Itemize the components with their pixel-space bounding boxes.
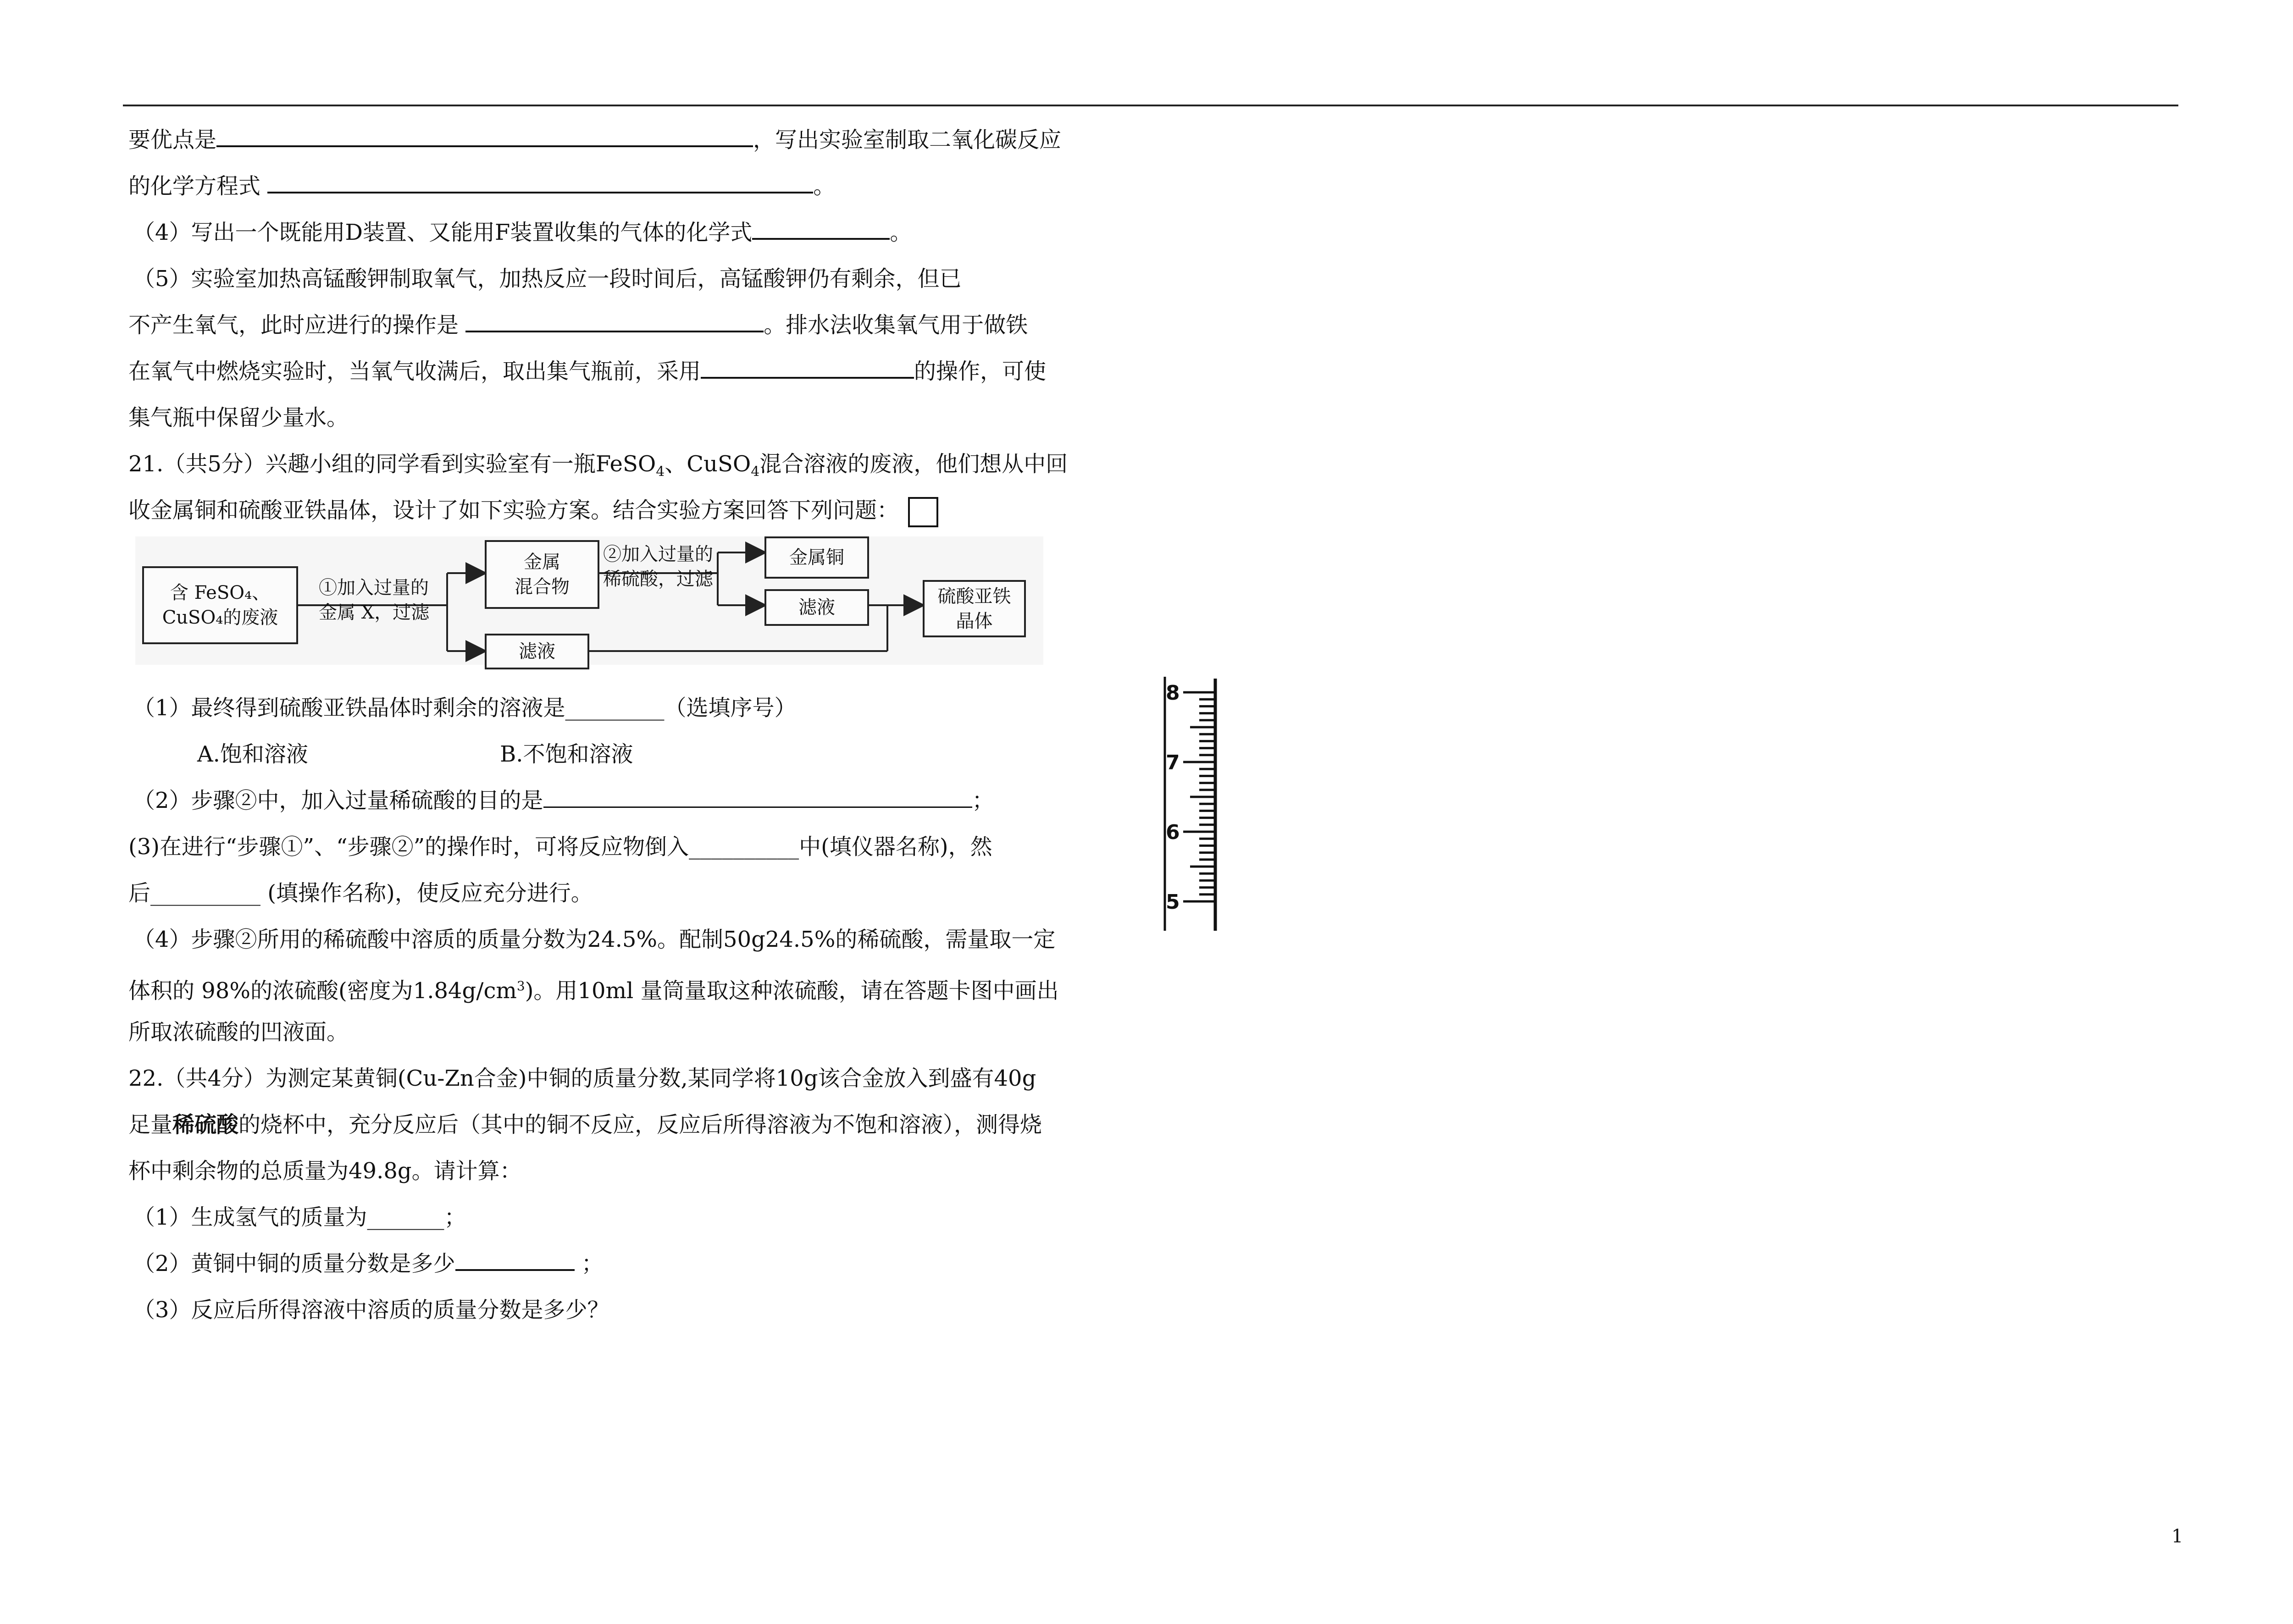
text-segment: 22.（共4分）为测定某黄铜(Cu-Zn合金)中铜的质量分数,某同学将10g该合金放入到盛有40g	[128, 1066, 1036, 1091]
text-segment: （2）步骤②中，加入过量稀硫酸的目的是	[133, 788, 543, 813]
flow-label-step1: ①加入过量的 金属 X，过滤	[319, 577, 430, 623]
text-segment: 集气瓶中保留少量水。	[128, 405, 349, 431]
flow-node-filtrate: 滤液	[764, 589, 869, 626]
text-line	[128, 210, 1114, 256]
text-segment: （4）写出一个既能用D装置、又能用F装置收集的气体的化学式	[133, 220, 753, 245]
options-line	[128, 731, 1114, 778]
text-segment: （选填序号）	[664, 695, 797, 721]
text-segment: 的烧杯中，充分反应后（其中的铜不反应，反应后所得溶液为不饱和溶液），测得烧	[238, 1112, 1042, 1138]
text-line	[128, 117, 1114, 163]
scale-label: 6	[1166, 821, 1180, 844]
text-segment: （1）最终得到硫酸亚铁晶体时剩余的溶液是	[133, 695, 565, 721]
text-line	[128, 256, 1114, 302]
text-line	[128, 917, 1114, 963]
text-segment: 要优点是	[128, 127, 217, 153]
answer-blank[interactable]	[465, 304, 764, 332]
text-line	[128, 163, 1114, 210]
text-segment: （5）实验室加热高锰酸钾制取氧气，加热反应一段时间后，高锰酸钾仍有剩余，但已	[133, 266, 962, 292]
text-line	[128, 1009, 1114, 1055]
answer-blank[interactable]: __________	[689, 834, 799, 860]
graduated-cylinder-scale	[1156, 674, 1247, 940]
text-segment: 所取浓硫酸的凹液面。	[128, 1019, 349, 1045]
text-line	[128, 1287, 1114, 1333]
text-segment: 。	[890, 220, 912, 245]
checkbox[interactable]	[908, 497, 938, 527]
text-segment: （1）生成氢气的质量为	[133, 1204, 367, 1230]
answer-blank[interactable]	[267, 165, 813, 193]
text-segment: （2）黄铜中铜的质量分数是多少	[133, 1251, 455, 1276]
superscript: 3	[516, 978, 525, 994]
answer-blank[interactable]: _______	[367, 1204, 444, 1230]
question-text	[128, 117, 1114, 1333]
text-line	[128, 302, 1114, 348]
text-segment: 。排水法收集氧气用于做铁	[764, 312, 1028, 338]
flow-label-step2: ②加入过量的 稀硫酸，过滤	[603, 544, 713, 590]
scale-svg	[1156, 674, 1247, 940]
flow-node-ferrous-sulfate: 硫酸亚铁 晶体	[923, 580, 1026, 637]
flow-node-filtrate: 滤液	[485, 634, 589, 669]
answer-blank[interactable]	[543, 780, 972, 808]
text-line	[128, 395, 1114, 441]
text-segment: （4）步骤②所用的稀硫酸中溶质的质量分数为24.5%。配制50g24.5%的稀硫酸，需量取一定	[133, 927, 1056, 952]
answer-blank[interactable]	[216, 119, 753, 147]
text-segment: 。	[813, 173, 836, 199]
scale-label: 7	[1166, 751, 1180, 774]
text-segment: (3)在进行“步骤①”、“步骤②”的操作时，可将反应物倒入	[128, 834, 689, 860]
text-segment: 后	[128, 880, 151, 906]
subscript: 4	[656, 464, 665, 480]
text-line	[128, 1241, 1114, 1287]
text-segment: 混合溶液的废液，他们想从中回	[759, 451, 1068, 477]
subscript: 4	[751, 464, 760, 480]
text-line	[128, 870, 1114, 917]
answer-blank[interactable]: _________	[565, 695, 665, 721]
bold-text: 稀硫酸	[172, 1112, 239, 1138]
answer-blank[interactable]	[752, 211, 890, 240]
text-segment: 、CuSO	[665, 451, 751, 477]
text-segment: 的操作，可使	[914, 359, 1047, 384]
text-segment: ；	[444, 1204, 466, 1230]
option-b[interactable]: B.不饱和溶液	[500, 741, 633, 767]
text-segment: ；	[972, 788, 994, 813]
text-segment: ；	[574, 1251, 604, 1276]
answer-blank[interactable]	[701, 350, 914, 379]
text-line	[128, 1194, 1114, 1241]
flow-node-copper: 金属铜	[764, 536, 869, 579]
text-segment: 杯中剩余物的总质量为49.8g。请计算：	[128, 1158, 522, 1184]
question-22-title	[128, 1055, 1114, 1102]
text-segment: 足量	[128, 1112, 173, 1138]
answer-blank[interactable]: __________	[150, 880, 261, 906]
text-line	[128, 824, 1114, 870]
text-segment: 的化学方程式	[128, 173, 268, 199]
text-line	[128, 348, 1114, 395]
text-segment: (填操作名称)，使反应充分进行。	[260, 880, 593, 906]
scale-label: 5	[1166, 890, 1180, 914]
text-line	[128, 963, 1114, 1009]
text-segment: 21.（共5分）兴趣小组的同学看到实验室有一瓶FeSO	[128, 451, 656, 477]
header-rule	[123, 105, 2178, 106]
option-a[interactable]: A.饱和溶液	[197, 741, 308, 767]
flowchart	[135, 536, 1043, 665]
text-segment: 中(填仪器名称)，然	[799, 834, 992, 860]
flow-node-metal-mix: 金属 混合物	[485, 540, 599, 609]
text-line	[128, 685, 1114, 731]
flow-node-waste: 含 FeSO₄、 CuSO₄的废液	[142, 566, 298, 644]
text-line	[128, 1148, 1114, 1194]
scale-label: 8	[1166, 681, 1180, 705]
text-segment: 在氧气中燃烧实验时，当氧气收满后，取出集气瓶前，采用	[128, 359, 701, 384]
page-number: 1	[2171, 1526, 2183, 1547]
question-21-title	[128, 441, 1114, 487]
text-segment: 体积的 98%的浓硫酸(密度为1.84g/cm	[128, 978, 517, 1004]
text-segment: ，写出实验室制取二氧化碳反应	[753, 127, 1062, 153]
text-line	[128, 1102, 1114, 1148]
answer-blank[interactable]	[455, 1243, 575, 1271]
text-line	[128, 487, 1114, 534]
text-segment: 收金属铜和硫酸亚铁晶体，设计了如下实验方案。结合实验方案回答下列问题：	[128, 497, 899, 523]
text-segment: （3）反应后所得溶液中溶质的质量分数是多少？	[133, 1297, 609, 1323]
text-segment: 不产生氧气，此时应进行的操作是	[128, 312, 466, 338]
text-segment: )。用10ml 量筒量取这种浓硫酸，请在答题卡图中画出	[525, 978, 1059, 1004]
text-line	[128, 778, 1114, 824]
